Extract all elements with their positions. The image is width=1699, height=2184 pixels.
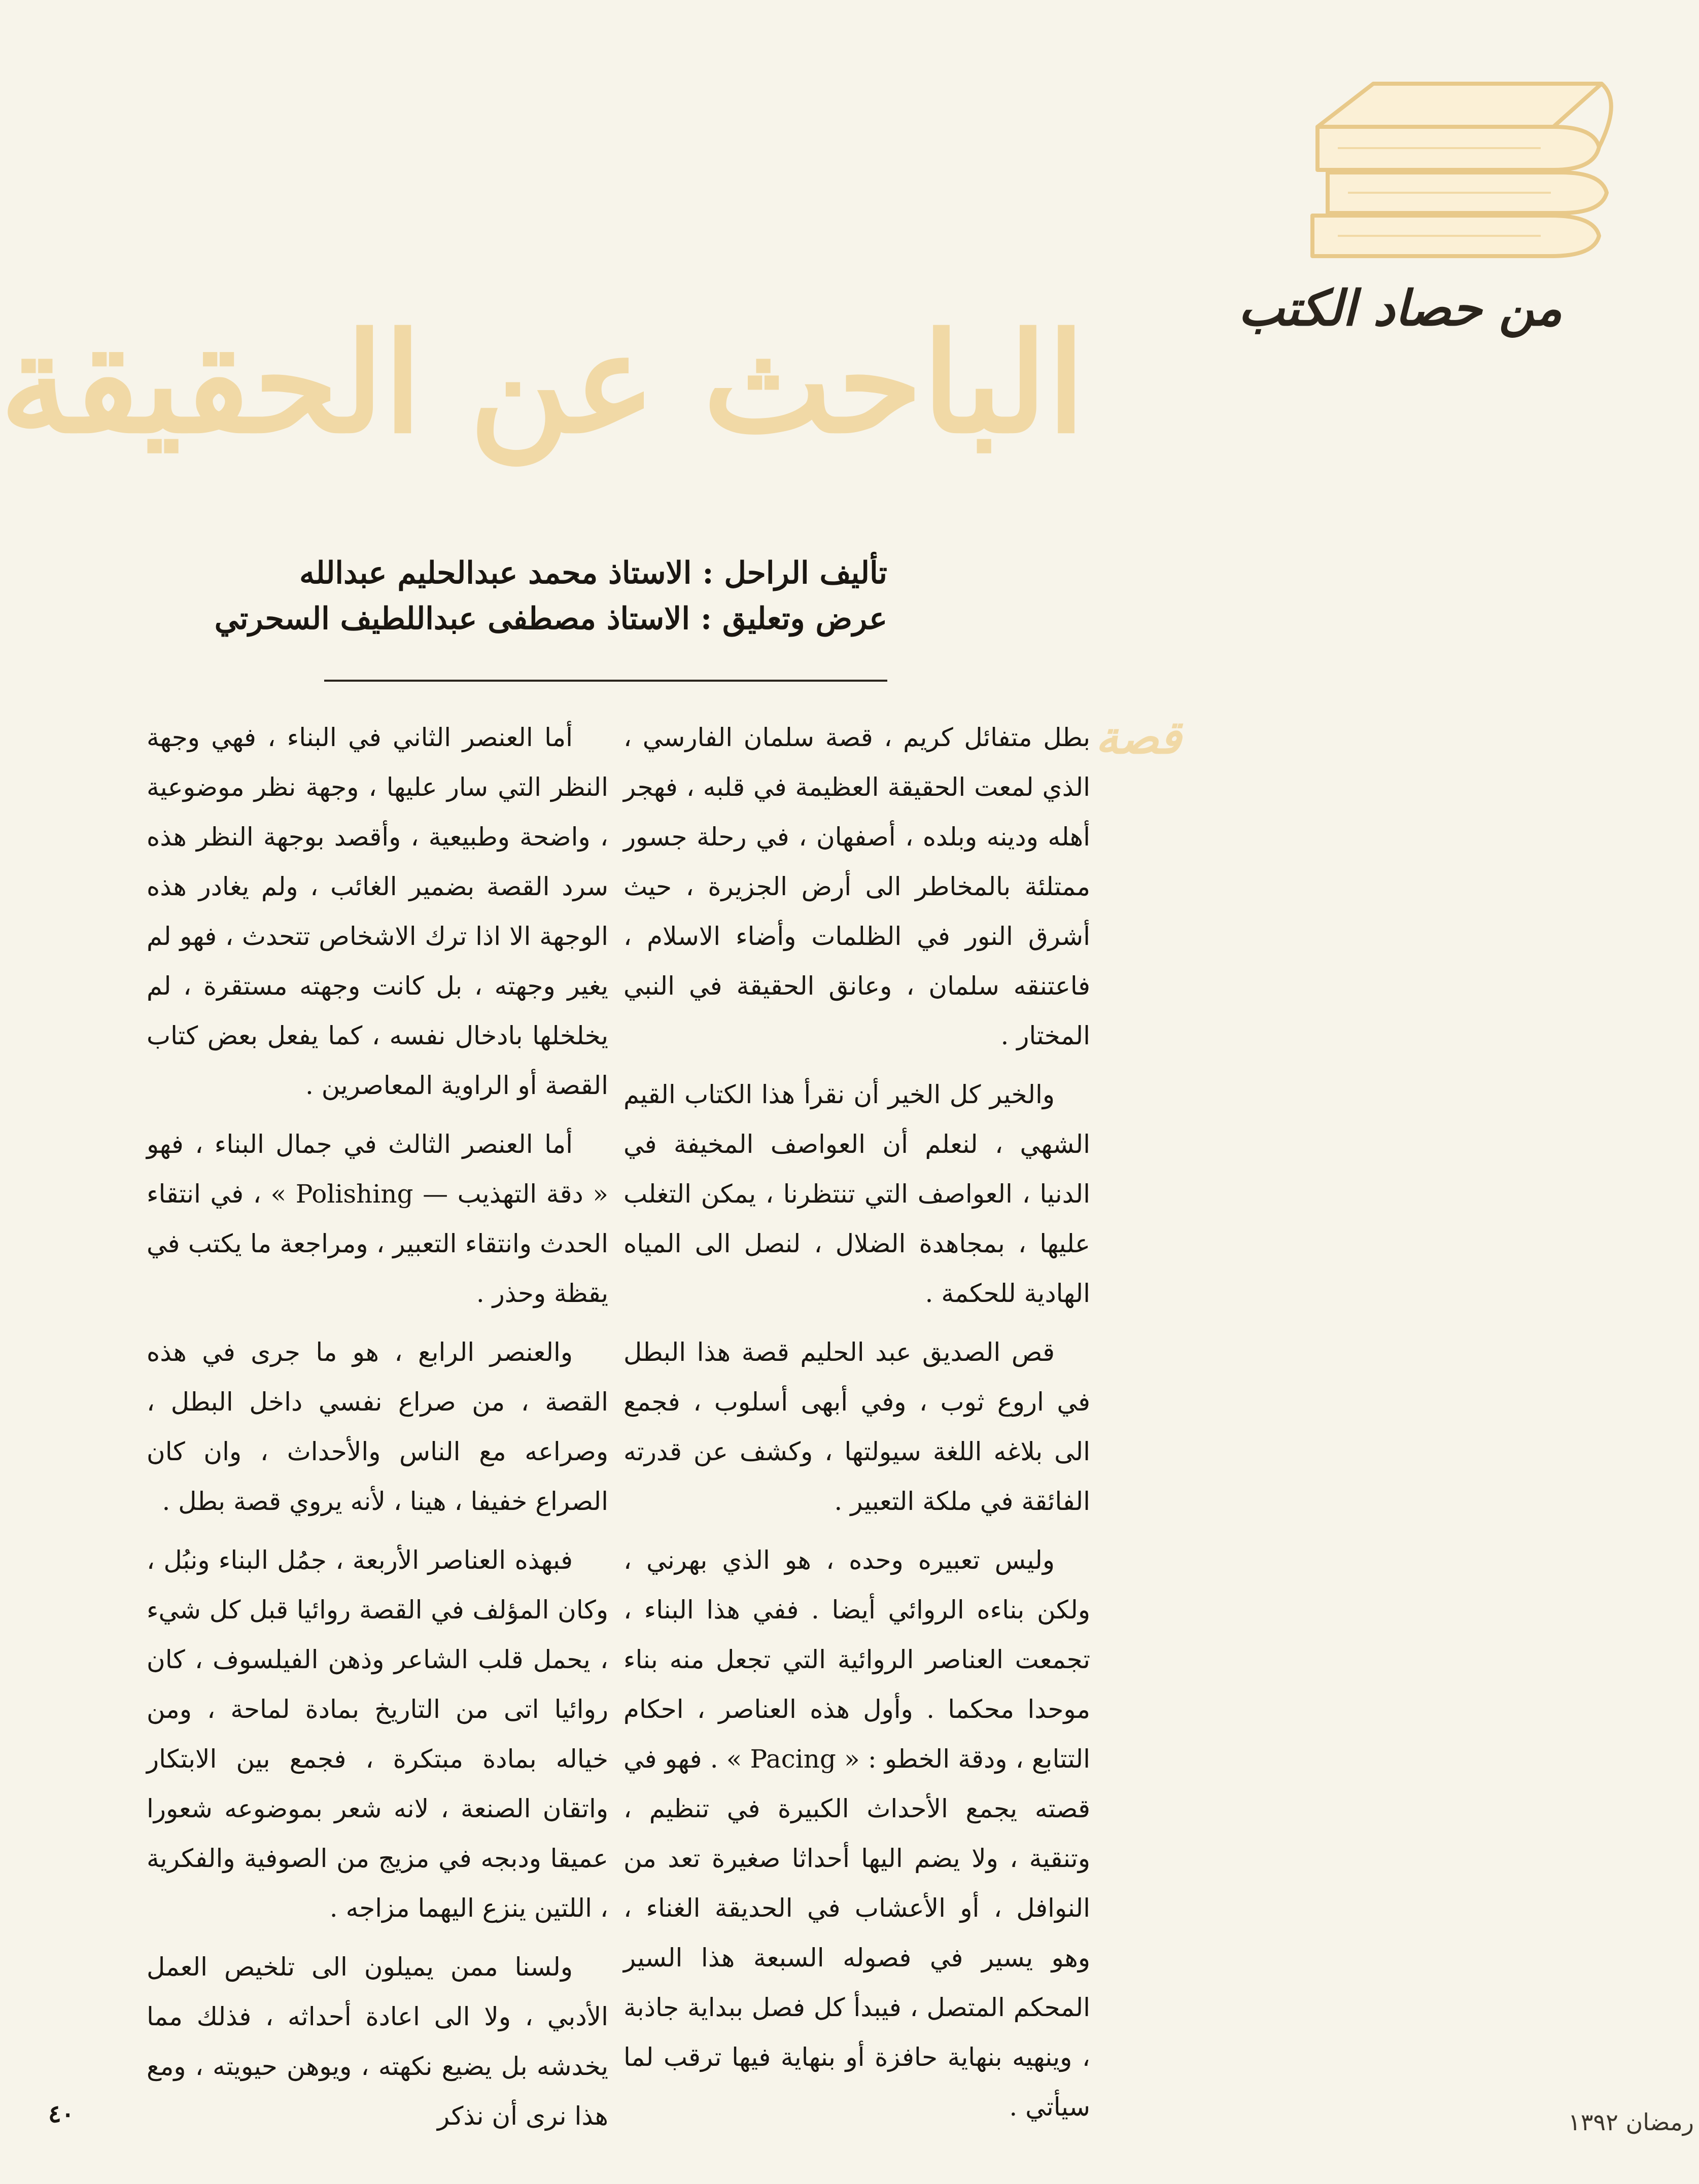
section-label: من حصاد الكتب: [1238, 279, 1562, 337]
paragraph: بطل متفائل كريم ، قصة سلمان الفارسي ، الذي لمعت الحقيقة العظيمة في قلبه ، فهجر أهله ودينه وبلده ، أصفهان ، في رحلة جسور ممتلئة بالمخاطر الى أرض الجزيرة ، حيث أشرق النور في الظلمات وأضاء الاسلام ، فاعتنقه سلمان ، وعانق الحقيقة في النبي المختار .: [623, 723, 1090, 1050]
author-credit: تأليف الراحل : الاستاذ محمد عبدالحليم عبدالله: [299, 555, 887, 591]
issue-date: رمضان ١٣٩٢: [1568, 2108, 1694, 2136]
left-column: [147, 713, 608, 2131]
article-title: الباحث عن الحقيقة: [0, 302, 1085, 464]
books-icon: [1297, 71, 1622, 264]
paragraph: والخير كل الخير أن نقرأ هذا الكتاب القيم الشهي ، لنعلم أن العواصف المخيفة في الدنيا ، العواصف التي تنتظرنا ، يمكن التغلب عليها ، بمجاهدة الضلال ، لنصل الى المياه الهادية للحكمة .: [623, 1080, 1090, 1308]
article-credits: [214, 550, 887, 642]
paragraph: ولسنا ممن يميلون الى تلخيص العمل الأدبي ، ولا الى اعادة أحداثه ، فذلك مما يخدشه بل يضيع نكهته ، ويوهن حيويته ، ومع هذا نرى أن نذكر: [147, 1952, 608, 2131]
paragraph: والعنصر الرابع ، هو ما جرى في هذه القصة ، من صراع نفسي داخل البطل ، وصراعه مع الناس والأحداث ، وان كان الصراع خفيفا ، هينا ، لأنه يروي قصة بطل .: [147, 1337, 608, 1516]
paragraph: أما العنصر الثاني في البناء ، فهي وجهة النظر التي سار عليها ، وجهة نظر موضوعية ، واضحة وطبيعية ، وأقصد بوجهة النظر هذه سرد القصة بضمير الغائب ، ولم يغادر هذه الوجهة الا اذا ترك الاشخاص تتحدث ، فهو لم يغير وجهته ، بل كانت وجهته مستقرة ، لم يخلخلها بادخال نفسه ، كما يفعل بعض كتاب القصة أو الراوية المعاصرين .: [147, 723, 608, 1100]
right-column: [623, 713, 1090, 2122]
paragraph: قص الصديق عبد الحليم قصة هذا البطل في اروع ثوب ، وفي أبهى أسلوب ، فجمع الى بلاغه اللغة سيولتها ، وكشف عن قدرته الفائقة في ملكة التعبير .: [623, 1337, 1090, 1516]
paragraph: أما العنصر الثالث في جمال البناء ، فهو « دقة التهذيب — Polishing » ، في انتقاء الحدث وانتقاء التعبير ، ومراجعة ما يكتب في يقظة وحذر .: [147, 1130, 608, 1308]
credits-divider: [324, 680, 887, 682]
decorative-first-word: قصة: [1095, 711, 1182, 764]
page-number: ٤٠: [48, 2100, 75, 2128]
presenter-credit: عرض وتعليق : الاستاذ مصطفى عبداللطيف السحرتي: [214, 601, 887, 637]
paragraph: وليس تعبيره وحده ، هو الذي بهرني ، ولكن بناءه الروائي أيضا . ففي هذا البناء ، تجمعت العناصر الروائية التي تجعل منه بناء موحدا محكما . وأول هذه العناصر ، احكام التتابع ، ودقة الخطو : « Pacing » . فهو في قصته يجمع الأحداث الكبيرة في تنظيم ، وتنقية ، ولا يضم اليها أحداثا صغيرة تعد من النوافل ، أو الأعشاب في الحديقة الغناء ، وهو يسير في فصوله السبعة هذا السير المحكم المتصل ، فيبدأ كل فصل ببداية جاذبة ، وينهيه بنهاية حافزة أو بنهاية فيها ترقب لما سيأتي .: [623, 1545, 1090, 2122]
paragraph: فبهذه العناصر الأربعة ، جمُل البناء ونبُل ، وكان المؤلف في القصة روائيا قبل كل شيء ، يحمل قلب الشاعر وذهن الفيلسوف ، كان روائيا اتى من التاريخ بمادة لماحة ، ومن خياله بمادة مبتكرة ، فجمع بين الابتكار واتقان الصنعة ، لانه شعر بموضوعه شعورا عميقا ودبجه في مزيج من الصوفية والفكرية ، اللتين ينزع اليهما مزاجه .: [147, 1545, 608, 1923]
